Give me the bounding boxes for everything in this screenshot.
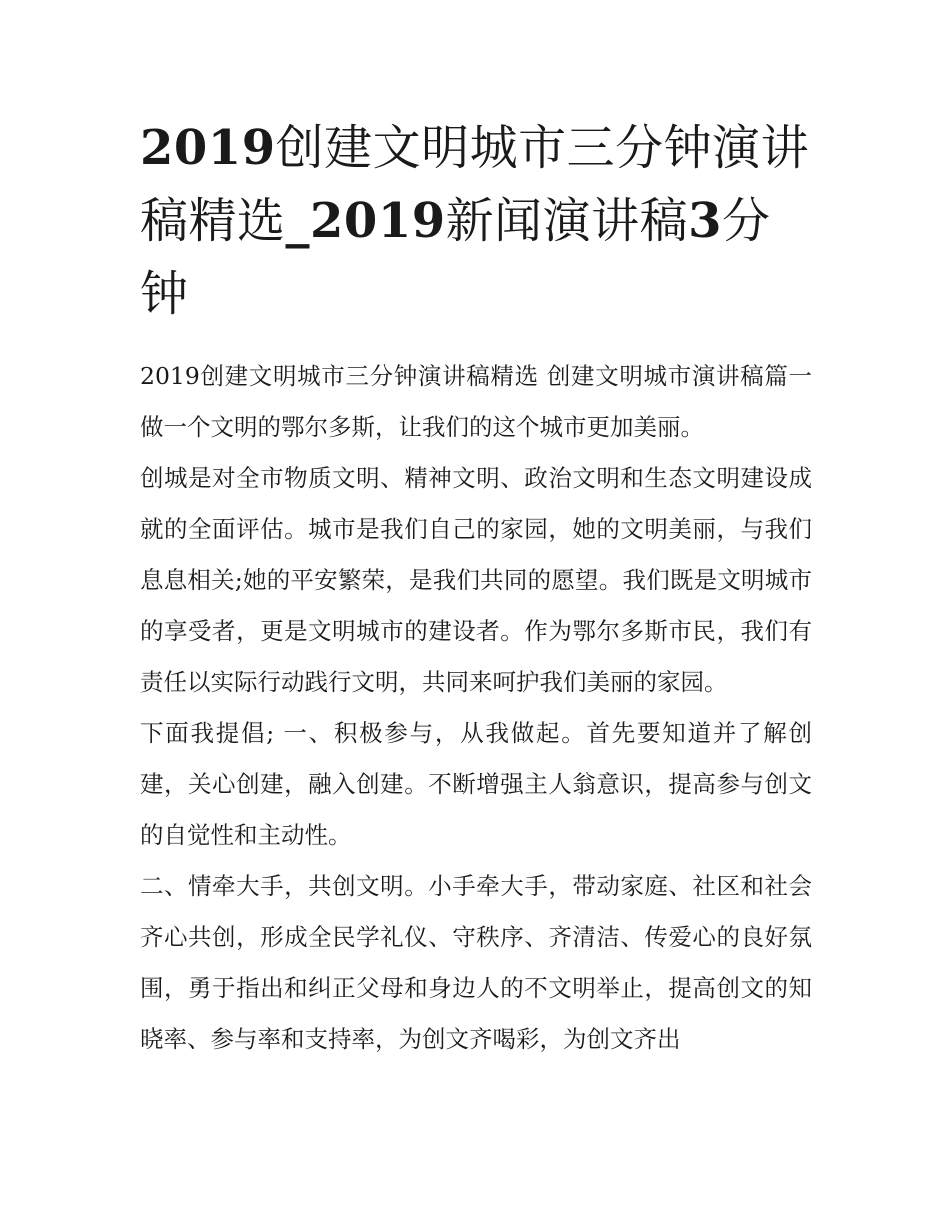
- paragraph: 创城是对全市物质文明、精神文明、政治文明和生态文明建设成就的全面评估。城市是我们自己的家园，她的文明美丽，与我们息息相关;她的平安繁荣，是我们共同的愿望。我们既是文明城市的享受者，更是文明城市的建设者。作为鄂尔多斯市民，我们有责任以实际行动践行文明，共同来呵护我们美丽的家园。: [140, 464, 812, 696]
- document-page: [140, 112, 812, 1065]
- title-part: 2019: [140, 120, 276, 176]
- title-part: 创建文明城市三分钟演讲稿精选: [140, 120, 810, 249]
- title-part: _2019: [285, 193, 446, 249]
- paragraph: 2019创建文明城市三分钟演讲稿精选 创建文明城市演讲稿篇一 做一个文明的鄂尔多斯，让我们的这个城市更加美丽。: [140, 362, 812, 441]
- document-title: [140, 112, 812, 331]
- paragraph: 二、情牵大手，共创文明。小手牵大手，带动家庭、社区和社会齐心共创，形成全民学礼仪、守秩序、齐清洁、传爱心的良好氛围，勇于指出和纠正父母和身边人的不文明举止，提高创文的知晓率、参与率和支持率，为创文齐喝彩，为创文齐出: [140, 872, 812, 1053]
- paragraph: 下面我提倡; 一、积极参与，从我做起。首先要知道并了解创建，关心创建，融入创建。不断增强主人翁意识，提高参与创文的自觉性和主动性。: [140, 719, 812, 849]
- title-part: 分钟: [140, 193, 771, 322]
- title-part: 新闻演讲稿: [445, 193, 689, 249]
- title-part: 3: [688, 193, 723, 249]
- document-body: [140, 351, 812, 1065]
